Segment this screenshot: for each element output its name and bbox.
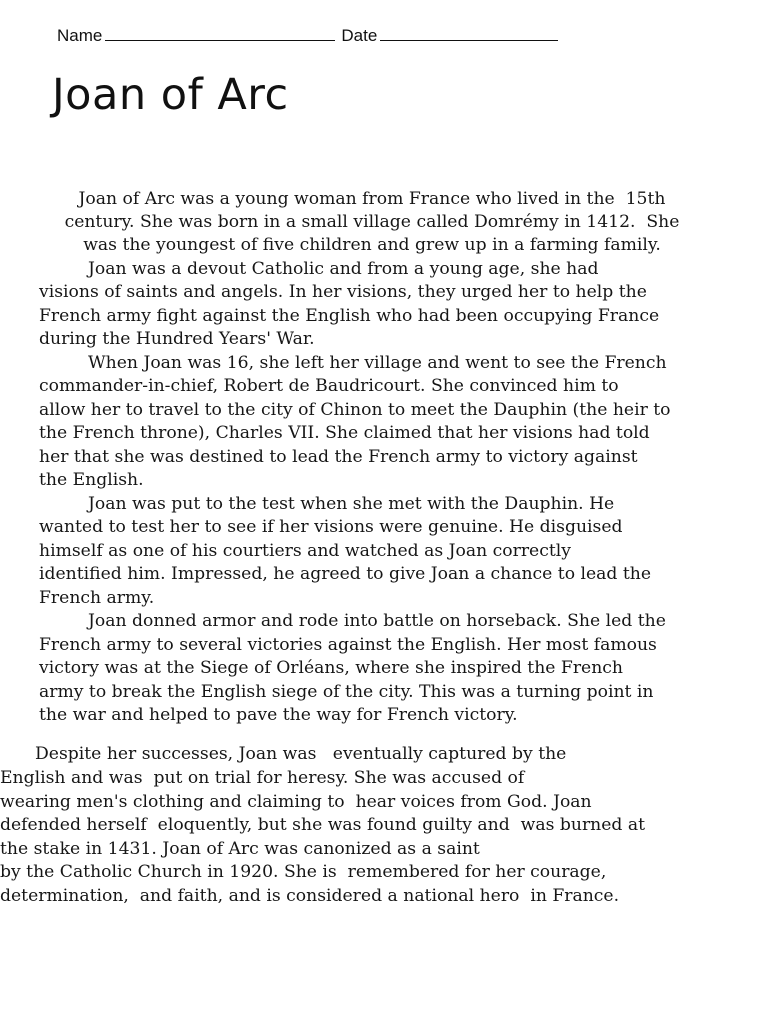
name-blank-line — [105, 24, 335, 41]
text-line: her that she was destined to lead the French army to victory against — [39, 447, 638, 467]
text-line: identified him. Impressed, he agreed to give Joan a chance to lead the — [39, 564, 652, 584]
name-label: Name — [57, 26, 103, 45]
text-line: visions of saints and angels. In her visions, they urged her to help the — [39, 282, 647, 302]
text-line: wearing men's clothing and claiming to hear voices from God. Joan — [0, 792, 592, 812]
text-line: determination, and faith, and is considered a national hero in France. — [0, 886, 620, 906]
text-line: victory was at the Siege of Orléans, where she inspired the French — [39, 658, 623, 678]
text-line: during the Hundred Years' War. — [39, 329, 315, 349]
text-line: Joan of Arc was a young woman from France who lived in the 15th — [78, 189, 666, 209]
text-line: commander-in-chief, Robert de Baudricourt. She convinced him to — [39, 376, 619, 396]
date-label: Date — [341, 26, 378, 45]
text-line: century. She was born in a small village called Domrémy in 1412. She — [64, 212, 680, 232]
text-line: was the youngest of five children and grew up in a farming family. — [83, 235, 661, 255]
page-title: Joan of Arc — [52, 70, 289, 120]
text-line: When Joan was 16, she left her village and went to see the French — [88, 353, 667, 373]
text-line: army to break the English siege of the city. This was a turning point in — [39, 682, 654, 702]
name-date-header — [57, 24, 564, 47]
text-line: allow her to travel to the city of Chinon to meet the Dauphin (the heir to — [39, 400, 671, 420]
text-line: Despite her successes, Joan was eventually captured by the — [35, 744, 567, 764]
text-line: French army. — [39, 588, 155, 608]
date-blank-line — [380, 24, 558, 41]
text-line: the stake in 1431. Joan of Arc was canonized as a saint — [0, 839, 480, 859]
text-line: French army fight against the English who had been occupying France — [39, 306, 660, 326]
text-line: defended herself eloquently, but she was found guilty and was burned at — [0, 815, 646, 835]
text-line: the English. — [39, 470, 144, 490]
text-line: wanted to test her to see if her visions were genuine. He disguised — [39, 517, 623, 537]
text-line: Joan was put to the test when she met with the Dauphin. He — [88, 494, 615, 514]
text-line: the war and helped to pave the way for French victory. — [39, 705, 518, 725]
text-line: by the Catholic Church in 1920. She is remembered for her courage, — [0, 862, 607, 882]
text-line: Joan was a devout Catholic and from a young age, she had — [88, 259, 599, 279]
text-line: French army to several victories against the English. Her most famous — [39, 635, 657, 655]
text-line: the French throne), Charles VII. She claimed that her visions had told — [39, 423, 650, 443]
text-line: English and was put on trial for heresy. She was accused of — [0, 768, 525, 788]
text-line: Joan donned armor and rode into battle on horseback. She led the — [88, 611, 666, 631]
text-line: himself as one of his courtiers and watched as Joan correctly — [39, 541, 571, 561]
